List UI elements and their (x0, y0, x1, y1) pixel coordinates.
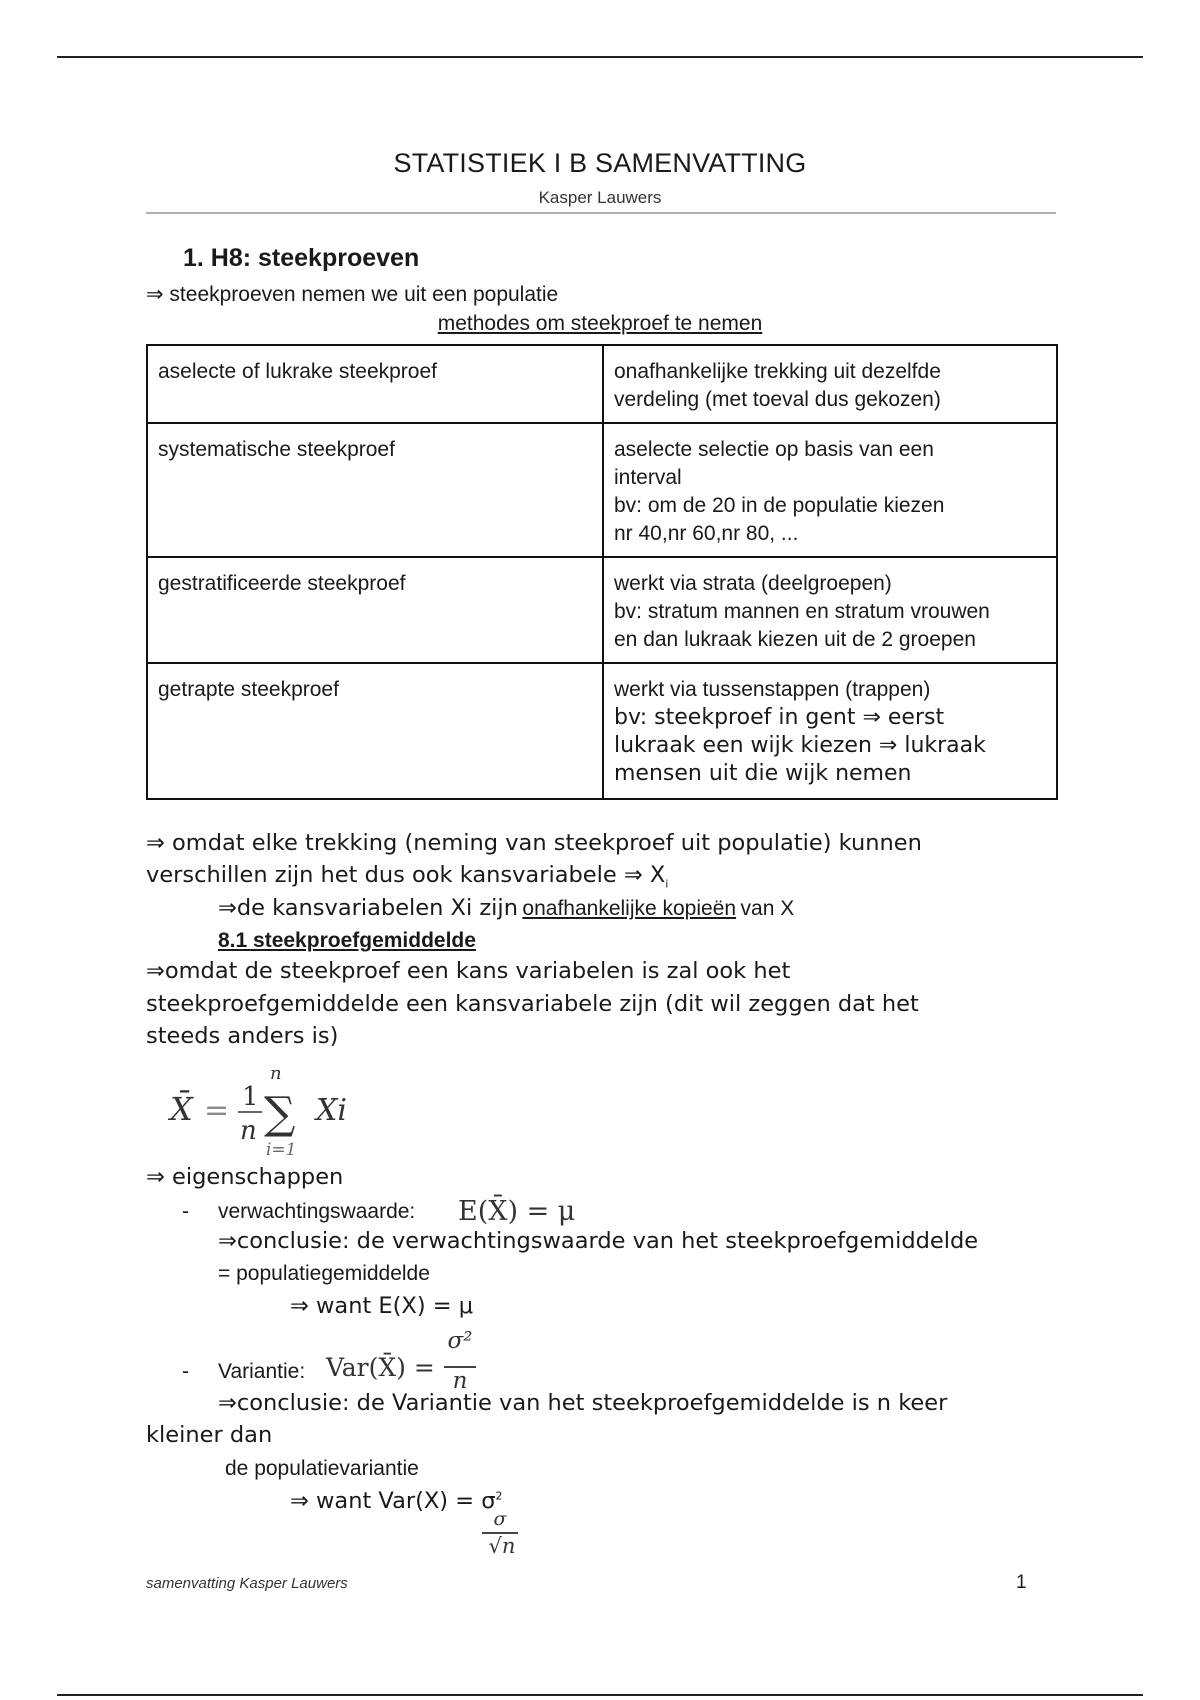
properties-intro: ⇒ eigenschappen (146, 1164, 344, 1190)
copies-suffix: van X (740, 897, 795, 920)
variance-formula-lhs: Var(X̄) = (326, 1353, 435, 1382)
variance-conclusion-2: kleiner dan (146, 1422, 273, 1448)
variance-label: Variantie: (218, 1360, 306, 1383)
variance-formula-den: n (452, 1368, 468, 1394)
description-line: bv: om de 20 in de populatie kiezen (614, 494, 945, 517)
method-cell: gestratificeerde steekproef (147, 557, 603, 663)
variance-conclusion: ⇒conclusie: de Variantie van het steekproefgemiddelde is n keer (218, 1390, 948, 1416)
paragraph-line: ⇒omdat de steekproef een kans variabelen is zal ook het (146, 958, 791, 984)
formula-equals: = (204, 1093, 230, 1128)
section-heading-h8: 1. H8: steekproeven (183, 244, 420, 272)
std-formula-den: √n (488, 1534, 516, 1558)
subsection-heading-8-1: 8.1 steekproefgemiddelde (218, 929, 476, 952)
footer-left: samenvatting Kasper Lauwers (146, 1575, 348, 1592)
table-caption: methodes om steekproef te nemen (437, 312, 763, 335)
paragraph-line: ⇒ omdat elke trekking (neming van steekproef uit populatie) kunnen (146, 830, 922, 856)
formula-sum-lower: i=1 (266, 1140, 297, 1160)
formula-sum-upper: n (270, 1063, 282, 1084)
copies-underlined: onafhankelijke kopieën (522, 897, 737, 920)
document-title: STATISTIEK I B SAMENVATTING (393, 148, 807, 178)
top-border-line (57, 56, 1143, 58)
description-cell (603, 557, 1057, 663)
formula-lhs: X̄ (170, 1090, 193, 1128)
formula-frac-num: 1 (242, 1082, 259, 1112)
description-line: verdeling (met toeval dus gekozen) (614, 388, 941, 411)
copies-prefix: ⇒de kansvariabelen Xi zijn (218, 895, 518, 921)
paragraph-line: steeds anders is) (146, 1023, 339, 1049)
expectation-conclusion-2: = populatiegemiddelde (218, 1262, 430, 1285)
description-line: interval (614, 466, 682, 489)
bottom-border-line (57, 1694, 1143, 1696)
description-line: nr 40,nr 60,nr 80, ... (614, 522, 799, 545)
table-row (147, 345, 1057, 423)
description-line: werkt via tussenstappen (trappen) (614, 678, 931, 701)
variance-because-text: ⇒ want Var(X) = σ (290, 1488, 496, 1514)
method-cell: systematische steekproef (147, 423, 603, 557)
formula-frac-den: n (240, 1116, 257, 1146)
description-cell (603, 345, 1057, 423)
description-line: werkt via strata (deelgroepen) (614, 572, 892, 595)
variance-formula-num: σ² (447, 1328, 473, 1354)
formula-term: Xi (316, 1093, 347, 1128)
sample-mean-formula (160, 1055, 360, 1165)
formula-sum: ∑ (264, 1088, 296, 1139)
table-row (147, 663, 1057, 799)
section-intro: ⇒ steekproeven nemen we uit een populatie (146, 283, 559, 306)
description-line: aselecte selectie op basis van een (614, 438, 934, 461)
description-line: lukraak een wijk kiezen ⇒ lukraak (614, 733, 986, 758)
paragraph-line: steekproefgemiddelde een kansvariabele zijn (dit wil zeggen dat het (146, 991, 919, 1017)
superscript-2: 2 (495, 1489, 503, 1503)
table-row (147, 423, 1057, 557)
description-cell (603, 663, 1057, 799)
expectation-label: verwachtingswaarde: (218, 1200, 416, 1223)
title-divider (146, 212, 1056, 214)
paragraph-text: verschillen zijn het dus ook kansvariabele ⇒ X (146, 862, 666, 888)
expectation-because: ⇒ want E(X) = μ (290, 1293, 474, 1319)
document-author: Kasper Lauwers (538, 188, 662, 207)
method-cell: getrapte steekproef (147, 663, 603, 799)
table-row (147, 557, 1057, 663)
variance-because (290, 1488, 503, 1514)
expectation-conclusion: ⇒conclusie: de verwachtingswaarde van het steekproefgemiddelde (218, 1228, 979, 1254)
bullet-dash: - (182, 1200, 189, 1223)
sampling-methods-table (146, 344, 1058, 800)
method-cell: aselecte of lukrake steekproef (147, 345, 603, 423)
description-line: en dan lukraak kiezen uit de 2 groepen (614, 628, 976, 651)
expectation-formula: E(X̄) = μ (458, 1196, 576, 1227)
description-line: bv: stratum mannen en stratum vrouwen (614, 600, 990, 623)
paragraph-line (146, 862, 668, 891)
variance-conclusion-3: de populatievariantie (225, 1457, 419, 1480)
description-cell (603, 423, 1057, 557)
copies-line (218, 895, 794, 921)
description-line: mensen uit die wijk nemen (614, 761, 912, 786)
description-line: onafhankelijke trekking uit dezelfde (614, 360, 941, 383)
bullet-dash: - (182, 1360, 189, 1383)
page-number: 1 (1016, 1572, 1027, 1593)
std-formula-num: σ (493, 1508, 507, 1530)
description-line: bv: steekproef in gent ⇒ eerst (614, 705, 945, 730)
subscript-i: i (665, 877, 669, 891)
